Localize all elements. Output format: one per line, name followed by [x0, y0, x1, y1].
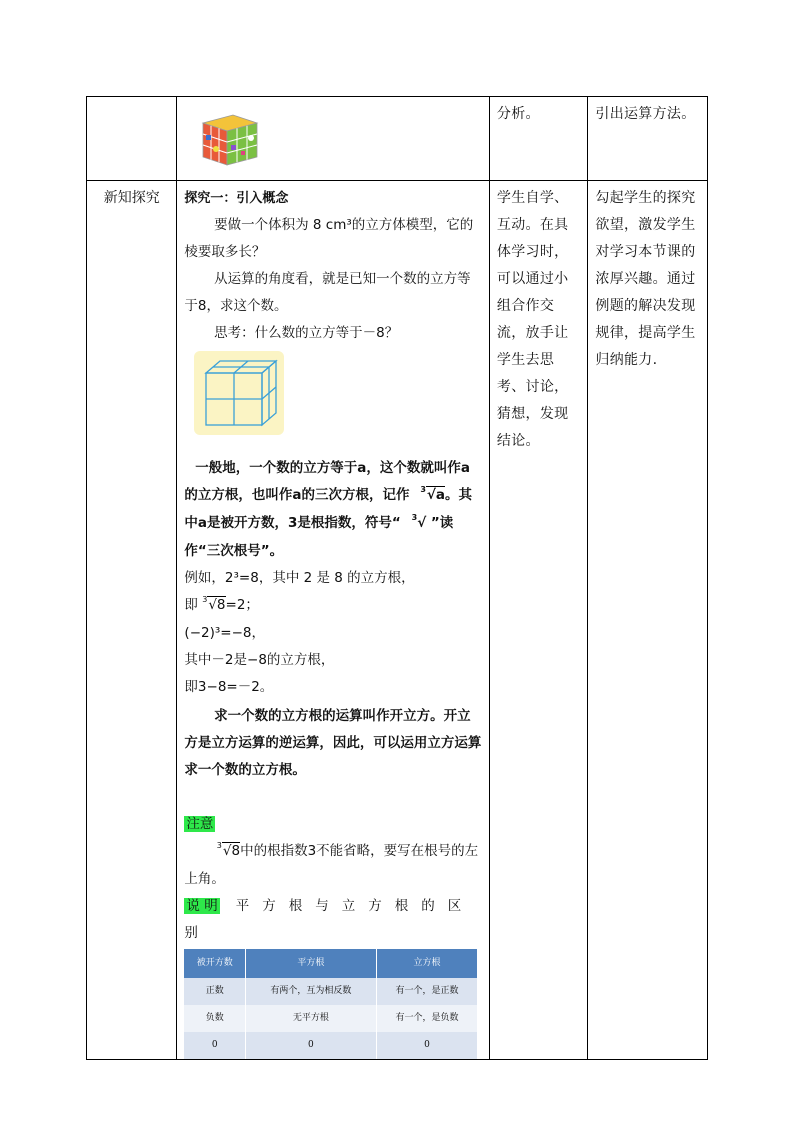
table-cell: 0 [246, 1032, 376, 1059]
row2-label-cell [87, 181, 177, 1060]
table-row [87, 181, 708, 1060]
row1-activity-text: 分析。 [496, 106, 540, 122]
table-cell: 无平方根 [246, 1005, 376, 1032]
definition-text-c: ”读作“三次根号”。 [184, 515, 454, 559]
table-row [87, 97, 708, 181]
table-cell: 有两个，互为相反数 [246, 978, 376, 1005]
explain-line [184, 893, 483, 947]
header-cube-root: 立方根 [376, 949, 478, 978]
example-line-1: 例如，2³=8，其中 2 是 8 的立方根， [184, 570, 415, 586]
paragraph-1: 要做一个体积为 8 cm³的立方体模型，它的棱要取多长？ [184, 217, 474, 260]
section-label: 新知探究 [103, 190, 160, 206]
note-tag: 注意 [186, 816, 214, 832]
comparison-table [184, 949, 478, 1059]
row1-label-cell [87, 97, 177, 181]
cube-root-8-symbol: $^3$√8 [202, 595, 226, 613]
example-line-2-result: =2； [225, 597, 259, 613]
row1-intent-cell [588, 97, 708, 181]
row2-intent-text: 勾起学生的探究欲望，激发学生对学习本节课的浓厚兴趣。通过例题的解决发现规律，提高学生归纳能力. [595, 190, 696, 368]
table-cell: 负数 [184, 1005, 245, 1032]
header-radicand: 被开方数 [184, 949, 245, 978]
explain-text: 平方根与立方根的区别 [184, 898, 475, 941]
note-cube-root-8: $^3$√8 [216, 841, 241, 859]
row2-content-cell [177, 181, 490, 1060]
explain-tag: 说 明 [186, 898, 218, 914]
table-row [184, 1005, 478, 1032]
definition-text-b: 。其中a是被开方数，3是根指数，符号“ [184, 487, 473, 531]
radicand-8: 8 [216, 597, 226, 613]
row2-activity-cell [489, 181, 587, 1060]
cube-root-sign: $^3$√ [411, 513, 427, 531]
cube-root-a-symbol: $^3$√a [420, 485, 446, 503]
table-cell: 0 [376, 1032, 478, 1059]
radicand-a: a [435, 487, 446, 503]
header-square-root: 平方根 [246, 949, 376, 978]
table-cell: 0 [184, 1032, 245, 1059]
operation-paragraph: 求一个数的立方根的运算叫作开立方。开立方是立方运算的逆运算，因此，可以运用立方运算求一个数的立方根。 [184, 708, 482, 778]
note-text: 中的根指数3不能省略，要写在根号的左上角。 [184, 843, 479, 887]
note-paragraph [184, 838, 483, 893]
lesson-table [86, 96, 708, 1060]
row2-activity-text: 学生自学、互动。在具体学习时，可以通过小组合作交流，放手让学生去思考、讨论，猜想，发现结论。 [496, 190, 569, 449]
inquiry-heading: 探究一：引入概念 [184, 191, 289, 206]
table-cell: 正数 [184, 978, 245, 1005]
row1-intent-text: 引出运算方法。 [595, 106, 696, 122]
cube-blocks-image [199, 105, 261, 167]
row1-activity-cell [489, 97, 587, 181]
row1-content-cell [177, 97, 490, 181]
example-line-5: 即3−8=－2。 [184, 679, 274, 695]
table-row [184, 978, 478, 1005]
note-radicand: 8 [231, 843, 241, 859]
table-cell: 有一个，是负数 [376, 1005, 478, 1032]
cube-model-image [194, 351, 284, 435]
example-line-3: (−2)³=−8， [184, 625, 265, 641]
example-line-4: 其中－2是−8的立方根， [184, 652, 335, 668]
paragraph-2: 从运算的角度看，就是已知一个数的立方等于8，求这个数。 [184, 271, 471, 314]
row2-intent-cell [588, 181, 708, 1060]
table-row [184, 1032, 478, 1059]
paragraph-3: 思考：什么数的立方等于－8？ [214, 325, 399, 341]
example-line-2 [184, 592, 483, 620]
definition-text-a: 一般地，一个数的立方等于a，这个数就叫作a的立方根，也叫作a的三次方根，记作 [184, 460, 470, 503]
definition-paragraph [184, 455, 483, 565]
table-cell: 有一个，是正数 [376, 978, 478, 1005]
example-line-2-prefix: 即 [184, 597, 203, 613]
comparison-header-row [184, 949, 478, 978]
